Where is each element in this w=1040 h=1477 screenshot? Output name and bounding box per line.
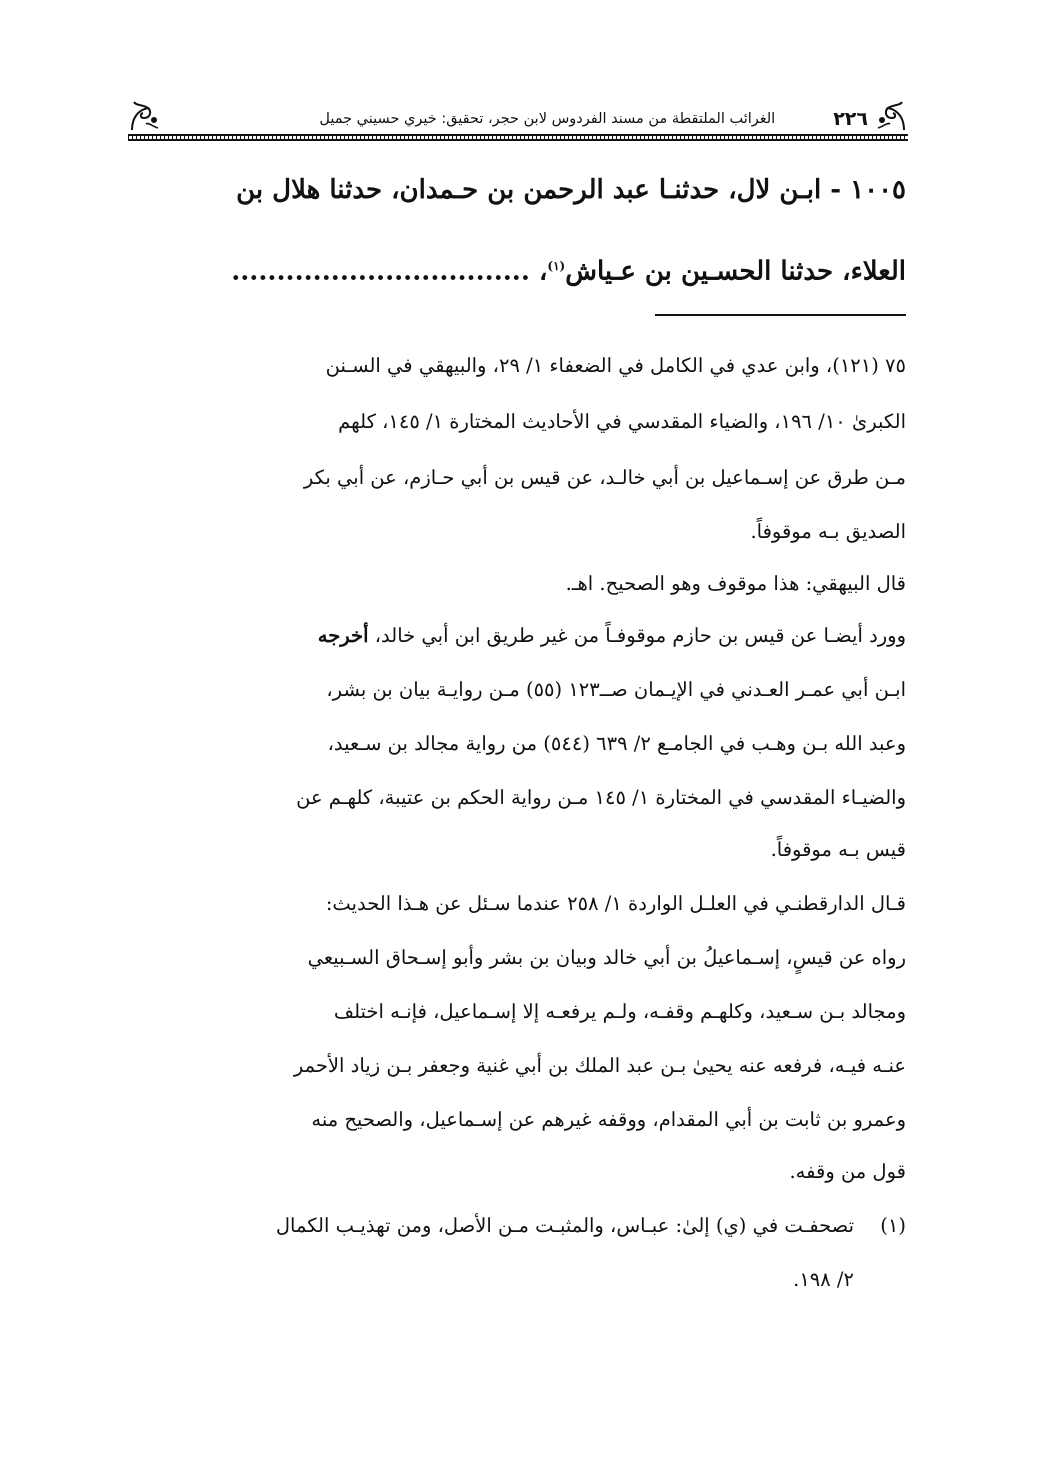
hadith-text-line-2 <box>134 244 906 288</box>
footnote-line <box>136 618 906 654</box>
footnote-number: (١) <box>880 1214 906 1237</box>
footnote-line: قال البيهقي: هذا موقوف وهو الصحيح. اهـ. <box>565 572 906 595</box>
footnote-line: رواه عن قيسٍ، إسـماعيلُ بن أبي خالد وبيان بن بشر وأبو إسـحاق السـبيعي <box>307 946 906 969</box>
footnote-line: الصديق بـه موقوفاً. <box>750 520 906 543</box>
footnote-line: والضيـاء المقدسي في المختارة ١/ ١٤٥ مـن رواية الحكم بن عتيبة، كلهـم عن <box>296 786 906 809</box>
footnote-ref: (١) <box>547 259 566 273</box>
hadith-text-line-1: ١٠٠٥ - ابـن لال، حدثنـا عبد الرحمن بن حـمدان، حدثنا هلال بن <box>236 175 906 205</box>
footnote-separator <box>655 314 906 316</box>
footnote-line: ٧٥ (١٢١)، وابن عدي في الكامل في الضعفاء ١/ ٢٩، والبيهقي في السـنن <box>325 354 906 377</box>
comma: ، <box>529 256 548 287</box>
footnote-line: ابـن أبي عمـر العـدني في الإيـمان صــ١٢٣ (٥٥) مـن روايـة بيان بن بشر، <box>326 678 906 701</box>
ellipsis-dots: ................................. <box>231 256 530 287</box>
footnote-line: عنـه فيـه، فرفعه عنه يحيىٰ بـن عبد الملك بن أبي غنية وجعفر بـن زياد الأحمر <box>293 1054 906 1077</box>
page-number: ٢٢٦ <box>833 108 868 130</box>
footnote-line: وعبد الله بـن وهـب في الجامـع ٢/ ٦٣٩ (٥٤٤) من رواية مجالد بن سـعيد، <box>327 732 906 755</box>
header-row <box>128 104 908 134</box>
footnote-1 <box>136 1208 906 1244</box>
footnote-line: ومجالد بـن سـعيد، وكلهـم وقفـه، ولـم يرفعـه إلا إسـماعيل، فإنـه اختلف <box>333 1000 906 1023</box>
footnote-line: الكبرىٰ ١٠/ ١٩٦، والضياء المقدسي في الأحاديث المختارة ١/ ١٤٥، كلهم <box>338 410 906 433</box>
ornament-left-icon <box>128 100 162 132</box>
running-title: الغرائب الملتقطة من مسند الفردوس لابن حجر، تحقيق: خيري حسيني جميل <box>319 111 776 127</box>
footnote-bold-word: أخرجه <box>317 624 369 647</box>
footnote-text: تصحفـت في (ي) إلىٰ: عبـاس، والمثبـت مـن الأصل، ومن تهذيـب الكمال <box>275 1214 854 1237</box>
footnote-line: قيس بـه موقوفاً. <box>770 838 906 861</box>
page-header <box>128 100 908 146</box>
header-rule <box>128 134 908 141</box>
footnote-line: وعمرو بن ثابت بن أبي المقدام، ووقفه غيرهم عن إسـماعيل، والصحيح منه <box>311 1108 906 1131</box>
narrator-chain: العلاء، حدثنا الحسـين بن عـياش <box>565 256 906 287</box>
footnote-1-continuation: ٢/ ١٩٨. <box>793 1268 854 1291</box>
footnote-line: قـال الدارقطنـي في العلـل الواردة ١/ ٢٥٨ عندما سـئل عن هـذا الحديث: <box>325 892 906 915</box>
footnote-text: وورد أيضـا عن قيس بن حازم موقوفـاً من غير طريق ابن أبي خالد، <box>368 624 906 647</box>
footnote-line: مـن طرق عن إسـماعيل بن أبي خالـد، عن قيس بن أبي حـازم، عن أبي بكر <box>303 466 906 489</box>
footnote-line: قول من وقفه. <box>789 1160 906 1183</box>
